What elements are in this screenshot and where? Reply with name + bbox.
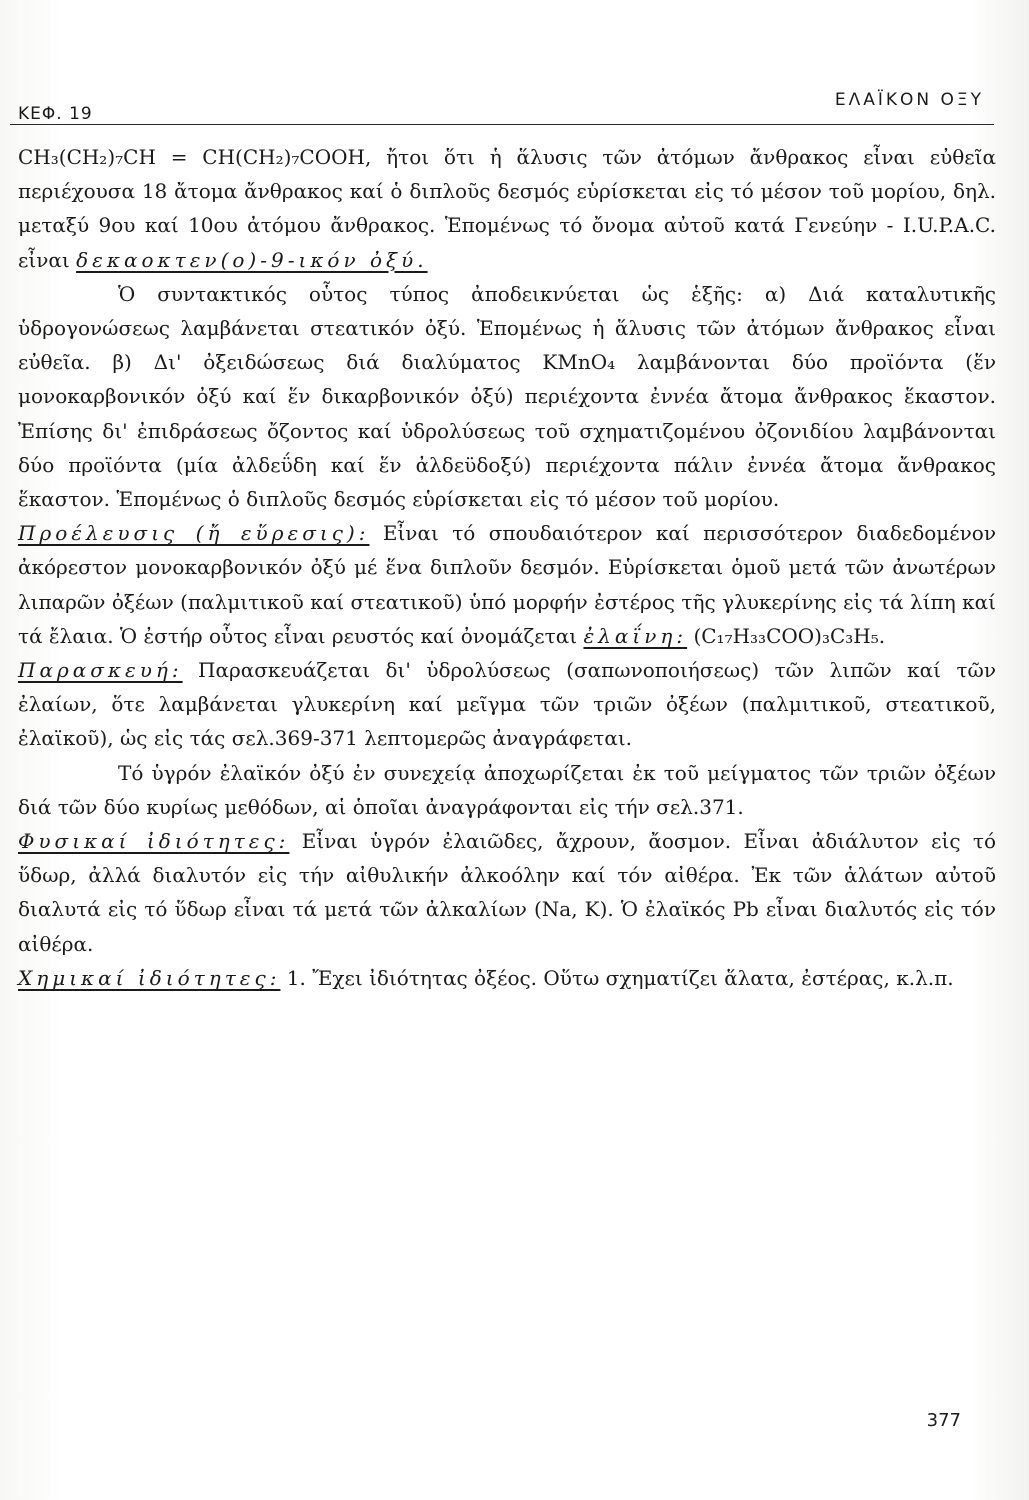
olein-name: ἐλαΐνη: (583, 623, 688, 648)
paragraph-preparation (18, 653, 996, 756)
olein-formula: (C₁₇H₃₃COO)₃C₃H₅. (687, 623, 886, 648)
paragraph-origin (18, 516, 996, 653)
oleic-acid-formula: CH₃(CH₂)₇CH = CH(CH₂)₇COOH, (18, 145, 372, 169)
section-heading-chemical: Χημικαί ἰδιότητες: (18, 965, 281, 990)
paragraph-text: 1. Ἔχει ἰδιότητας ὀξέος. Οὕτω σχηματίζει ἅλατα, ἐστέρας, κ.λ.π. (280, 965, 954, 990)
header-divider (10, 124, 994, 125)
chapter-label: ΚΕΦ. 19 (18, 104, 93, 124)
paragraph-formula (18, 140, 996, 277)
paragraph-separation: Τό ὑγρόν ἐλαϊκόν ὀξύ ἐν συνεχείᾳ ἀποχωρίζεται ἐκ τοῦ μείγματος τῶν τριῶν ὀξέων διά τῶν δύο κυρίως μεθόδων, αἱ ὁποῖαι ἀναγράφονται εἰς τήν σελ.371. (18, 760, 996, 819)
paragraph-text: Εἶναι τό σπουδαιότερον καί περισσότερον διαδεδομένον ἀκόρεστον μονοκαρβονικόν ὀξύ μέ ἕνα διπλοῦν δεσμόν. Εὑρίσκεται ὁμοῦ μετά τῶν ἀνωτέρων λιπαρῶν ὀξέων (παλμιτικοῦ καί στεατικοῦ) ὑπό μορφήν ἐστέρος τῆς γλυκερίνης εἰς τά λίπη καί τά ἔλαια. Ὁ ἐστήρ οὗτος εἶναι ρευστός καί ὀνομάζεται (18, 521, 996, 648)
running-title: ΕΛΑΪΚΟΝ ΟΞΥ (834, 90, 984, 110)
section-heading-origin: Προέλευσις (ἤ εὕρεσις): (18, 521, 370, 546)
main-text (18, 140, 996, 995)
paragraph-physical-properties (18, 824, 996, 961)
paragraph-text: ἤτοι ὅτι ἡ ἅλυσις τῶν ἀτόμων ἄνθρακος εἶναι εὐθεῖα περιέχουσα 18 ἄτομα ἄνθρακος καί ὁ διπλοῦς δεσμός εὑρίσκεται εἰς τό μέσον τοῦ μορίου, δηλ. μεταξύ 9ου καί 10ου ἀτόμου ἄνθρακος. Ἑπομένως τό ὄνομα αὐτοῦ κατά Γενεύην - I.U.P.A.C. εἶναι (18, 145, 996, 272)
paragraph-text: Παρασκευάζεται δι' ὑδρολύσεως (σαπωνοποιήσεως) τῶν λιπῶν καί τῶν ἐλαίων, ὅτε λαμβάνεται γλυκερίνη καί μεῖγμα τῶν τριῶν ὀξέων (παλμιτικοῦ, στεατικοῦ, ἐλαϊκοῦ), ὡς εἰς τάς σελ.369-371 λεπτομερῶς ἀναγράφεται. (18, 658, 996, 751)
paragraph-chemical-properties (18, 961, 996, 995)
iupac-name: δεκαοκτεν(ο)-9-ικόν ὀξύ. (76, 247, 428, 272)
section-heading-physical: Φυσικαί ἰδιότητες: (18, 829, 290, 854)
paragraph-structure-proof: Ὁ συντακτικός οὗτος τύπος ἀποδεικνύεται ὡς ἑξῆς: α) Διά καταλυτικῆς ὑδρογονώσεως λαμβάνεται στεατικόν ὀξύ. Ἑπομένως ἡ ἅλυσις τῶν ἀτόμων ἄνθρακος εἶναι εὐθεῖα. β) Δι' ὀξειδώσεως διά διαλύματος KMnO₄ λαμβάνονται δύο προϊόντα (ἕν μονοκαρβονικόν ὀξύ καί ἕν δικαρβονικόν ὀξύ) περιέχοντα ἐννέα ἄτομα ἄνθρακος ἕκαστον. Ἐπίσης δι' ἐπιδράσεως ὄζοντος καί ὑδρολύσεως τοῦ σχηματιζομένου ὀζονιδίου λαμβάνονται δύο προϊόντα (μία ἀλδεΰδη καί ἕν ἀλδεϋδοξύ) περιέχοντα πάλιν ἐννέα ἄτομα ἄνθρακος ἕκαστον. Ἑπομένως ὁ διπλοῦς δεσμός εὑρίσκεται εἰς τό μέσον τοῦ μορίου. (18, 281, 996, 512)
paragraph-text: Εἶναι ὑγρόν ἐλαιῶδες, ἄχρουν, ἄοσμον. Εἶναι ἀδιάλυτον εἰς τό ὕδωρ, ἀλλά διαλυτόν εἰς τήν αἰθυλικήν ἀλκοόλην καί τόν αἰθέρα. Ἐκ τῶν ἁλάτων αὐτοῦ διαλυτά εἰς τό ὕδωρ εἶναι τά μετά τῶν ἀλκαλίων (Na, K). Ὁ ἐλαϊκός Pb εἶναι διαλυτός εἰς τόν αἰθέρα. (18, 829, 996, 956)
page-number: 377 (926, 1410, 961, 1431)
section-heading-preparation: Παρασκευή: (18, 658, 183, 683)
